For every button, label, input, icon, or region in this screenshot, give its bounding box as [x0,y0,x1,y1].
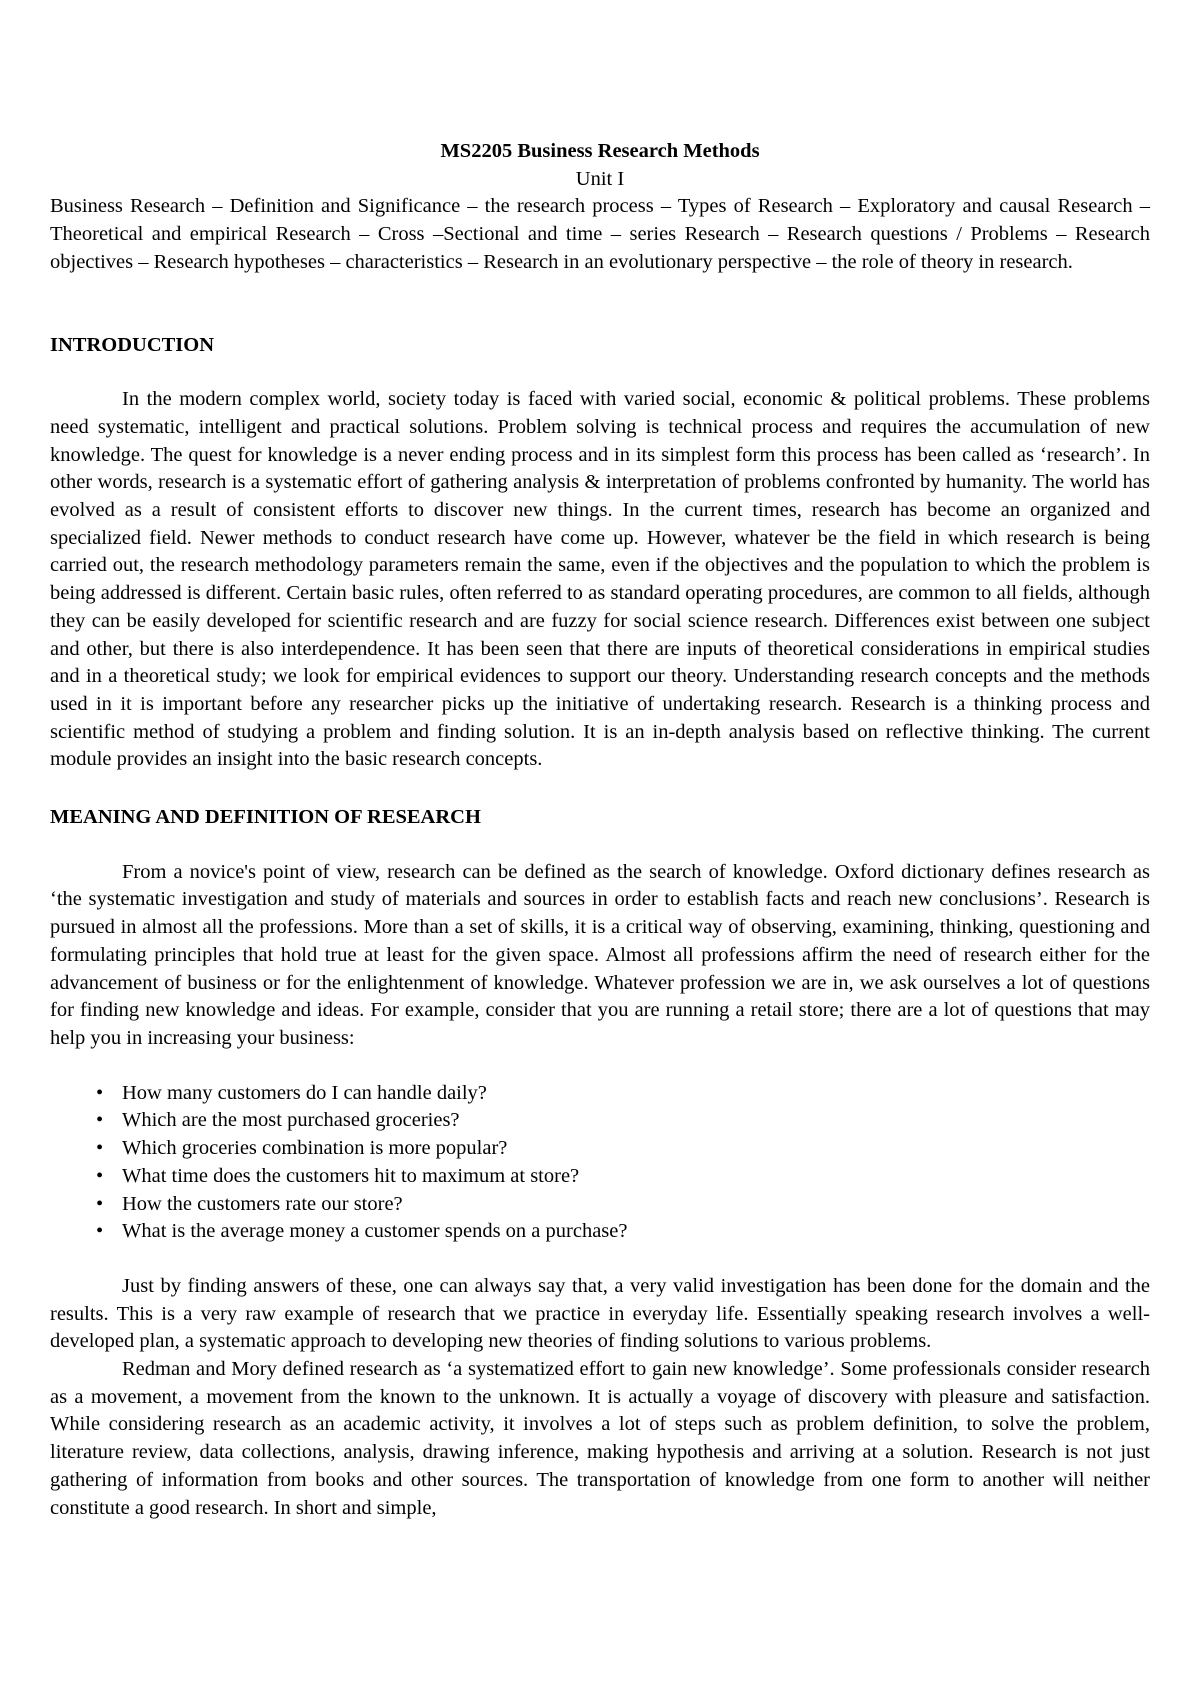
meaning-paragraph-2: Just by finding answers of these, one can always say that, a very valid investigation has been done for the domain and the results. This is a very raw example of research that we practice in everyday life. Essentially speaking research involves a well-developed plan, a systematic approach to developing new theories of finding solutions to various problems. [50,1274,1150,1353]
document-title: MS2205 Business Research Methods [440,140,760,162]
list-item: • How many customers do I can handle daily? [50,1080,1150,1108]
question-list [50,1080,1150,1246]
list-item: • How the customers rate our store? [50,1191,1150,1219]
spacer [50,1246,1150,1273]
meaning-paragraph-3: Redman and Mory defined research as ‘a systematized effort to gain new knowledge’. Some professionals consider research as a movement, a movement from the known to the unknown. It is actually a voyage of discovery with pleasure and satisfaction. While considering research as an academic activity, it involves a lot of steps such as problem definition, to solve the problem, literature review, data collections, analysis, drawing inference, making hypothesis and arriving at a solution. Research is not just gathering of information from books and other sources. The transportation of knowledge from one form to another will neither constitute a good research. In short and simple, [50,1358,1150,1519]
spacer [50,277,1150,332]
meaning-paragraph-1: From a novice's point of view, research can be defined as the search of knowledge. Oxford dictionary defines research as ‘the systematic investigation and study of materials and sources in order to establish facts and reach new conclusions’. Research is pursued in almost all the professions. More than a set of skills, it is a critical way of observing, examining, thinking, questioning and formulating principles that hold true at least for the given space. Almost all professions affirm the need of research either for the advancement of business or for the enlightenment of knowledge. Whatever profession we are in, we ask ourselves a lot of questions for finding new knowledge and ideas. For example, consider that you are running a retail store; there are a lot of questions that may help you in increasing your business: [50,860,1150,1049]
list-item: • Which are the most purchased groceries? [50,1107,1150,1135]
introduction-heading: INTRODUCTION [50,333,215,356]
list-item: • What is the average money a customer spends on a purchase? [50,1218,1150,1246]
list-item: • What time does the customers hit to maximum at store? [50,1163,1150,1191]
spacer [50,1053,1150,1080]
spacer [50,774,1150,804]
list-item: • Which groceries combination is more popular? [50,1135,1150,1163]
syllabus-text: Business Research – Definition and Significance – the research process – Types of Research – Exploratory and causal Research – Theoretical and empirical Research – Cross –Sectional and time – series Research – Research questions / Problems – Research objectives – Research hypotheses – characteristics – Research in an evolutionary perspective – the role of theory in research. [50,195,1150,273]
spacer [50,832,1150,859]
spacer [50,359,1150,386]
unit-label: Unit I [575,167,625,190]
document-page [50,138,1150,1522]
meaning-heading: MEANING AND DEFINITION OF RESEARCH [50,806,481,829]
introduction-paragraph: In the modern complex world, society today is faced with varied social, economic & political problems. These problems need systematic, intelligent and practical solutions. Problem solving is technical process and requires the accumulation of new knowledge. The quest for knowledge is a never ending process and in its simplest form this process has been called as ‘research’. In other words, research is a systematic effort of gathering analysis & interpretation of problems confronted by humanity. The world has evolved as a result of consistent efforts to discover new things. In the current times, research has become an organized and specialized field. Newer methods to conduct research have come up. However, whatever be the field in which research is being carried out, the research methodology parameters remain the same, even if the objectives and the population to which the problem is being addressed is different. Certain basic rules, often referred to as standard operating procedures, are common to all fields, although they can be easily developed for scientific research and are fuzzy for social science research. Differences exist between one subject and other, but there is also interdependence. It has been seen that there are inputs of theoretical considerations in empirical studies and in a theoretical study; we look for empirical evidences to support our theory. Understanding research concepts and the methods used in it is important before any researcher picks up the initiative of undertaking research. Research is a thinking process and scientific method of studying a problem and finding solution. It is an in-depth analysis based on reflective thinking. The current module provides an insight into the basic research concepts. [50,388,1150,771]
